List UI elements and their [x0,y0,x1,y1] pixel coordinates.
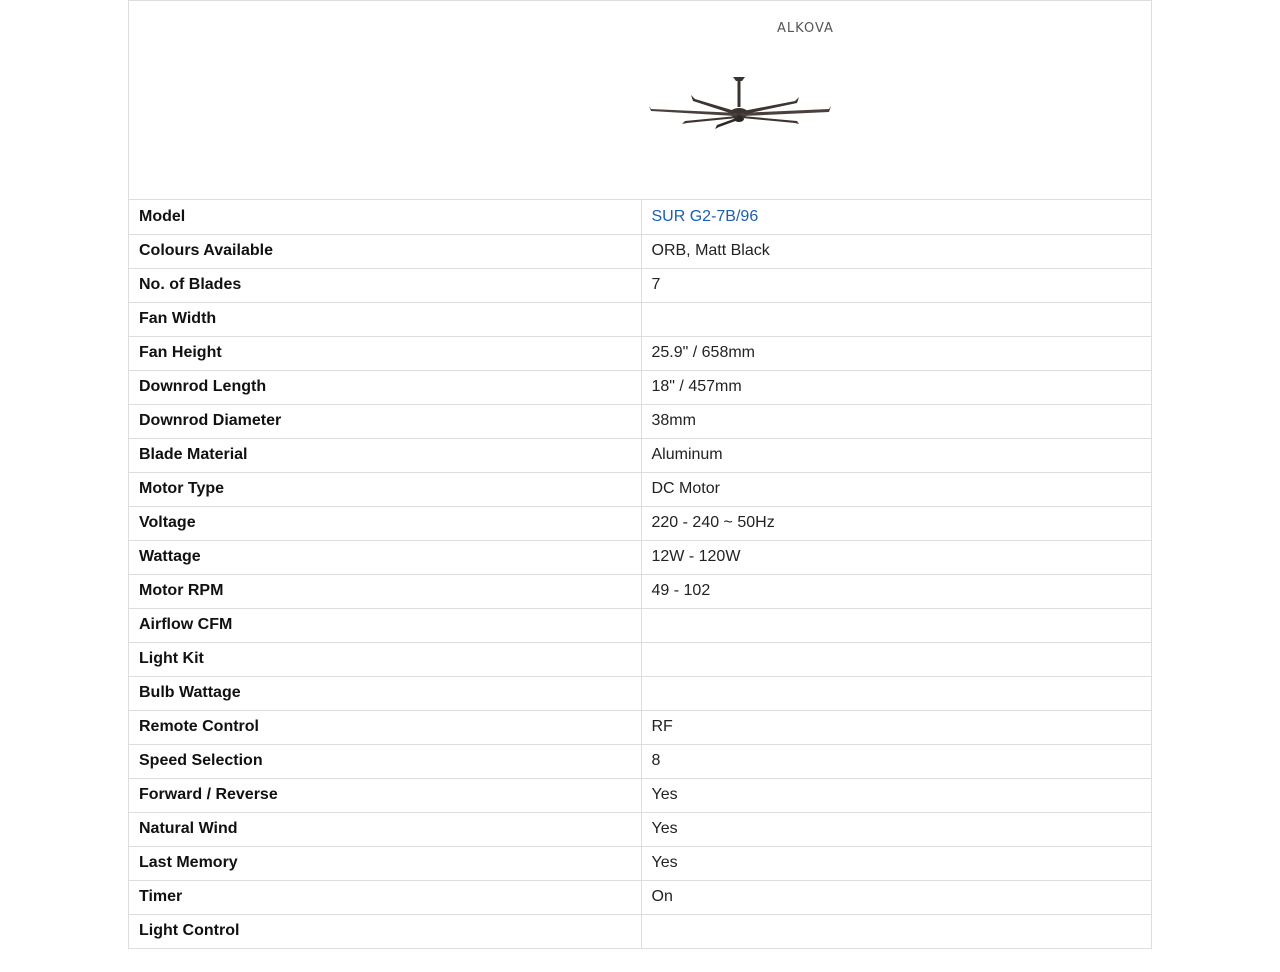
spec-label: Light Kit [129,642,641,676]
spec-row [129,642,1151,676]
spec-value: Yes [641,846,1151,880]
spec-row [129,744,1151,778]
spec-label: Model [129,200,641,234]
spec-label: Downrod Length [129,370,641,404]
spec-value: 25.9" / 658mm [641,336,1151,370]
spec-row [129,812,1151,846]
spec-label: Fan Width [129,302,641,336]
spec-label: Timer [129,880,641,914]
product-hero [129,0,1151,200]
spec-row [129,914,1151,948]
spec-value [641,914,1151,948]
spec-value: 12W - 120W [641,540,1151,574]
spec-row [129,574,1151,608]
spec-value: 220 - 240 ~ 50Hz [641,506,1151,540]
spec-label: Forward / Reverse [129,778,641,812]
spec-value: 38mm [641,404,1151,438]
ceiling-fan-icon [647,71,837,131]
spec-label: Fan Height [129,336,641,370]
spec-row [129,200,1151,234]
product-spec-sheet [128,0,1152,949]
spec-value: ORB, Matt Black [641,234,1151,268]
spec-label: Last Memory [129,846,641,880]
spec-label: Speed Selection [129,744,641,778]
spec-value [641,642,1151,676]
spec-label: Light Control [129,914,641,948]
spec-row [129,540,1151,574]
model-link[interactable]: SUR G2-7B/96 [641,200,1151,234]
brand-logo: ALKOVA [777,21,834,36]
spec-label: Wattage [129,540,641,574]
spec-value [641,676,1151,710]
spec-row [129,880,1151,914]
spec-value [641,608,1151,642]
spec-label: Airflow CFM [129,608,641,642]
spec-value: 18" / 457mm [641,370,1151,404]
spec-label: Motor RPM [129,574,641,608]
spec-value [641,302,1151,336]
spec-label: Downrod Diameter [129,404,641,438]
spec-label: Colours Available [129,234,641,268]
spec-row [129,370,1151,404]
spec-row [129,676,1151,710]
spec-value: DC Motor [641,472,1151,506]
spec-value: 8 [641,744,1151,778]
spec-label: Voltage [129,506,641,540]
spec-row [129,336,1151,370]
spec-row [129,302,1151,336]
spec-label: Remote Control [129,710,641,744]
spec-row [129,438,1151,472]
spec-row [129,506,1151,540]
spec-row [129,608,1151,642]
spec-row [129,234,1151,268]
spec-label: Natural Wind [129,812,641,846]
spec-value: On [641,880,1151,914]
spec-row [129,404,1151,438]
spec-row [129,472,1151,506]
specifications-table [129,200,1151,949]
spec-row [129,846,1151,880]
spec-row [129,778,1151,812]
spec-label: No. of Blades [129,268,641,302]
spec-row [129,710,1151,744]
spec-value: 7 [641,268,1151,302]
spec-label: Bulb Wattage [129,676,641,710]
spec-row [129,268,1151,302]
spec-value: Yes [641,778,1151,812]
spec-value: 49 - 102 [641,574,1151,608]
spec-value: Aluminum [641,438,1151,472]
spec-label: Motor Type [129,472,641,506]
spec-label: Blade Material [129,438,641,472]
spec-value: RF [641,710,1151,744]
spec-value: Yes [641,812,1151,846]
